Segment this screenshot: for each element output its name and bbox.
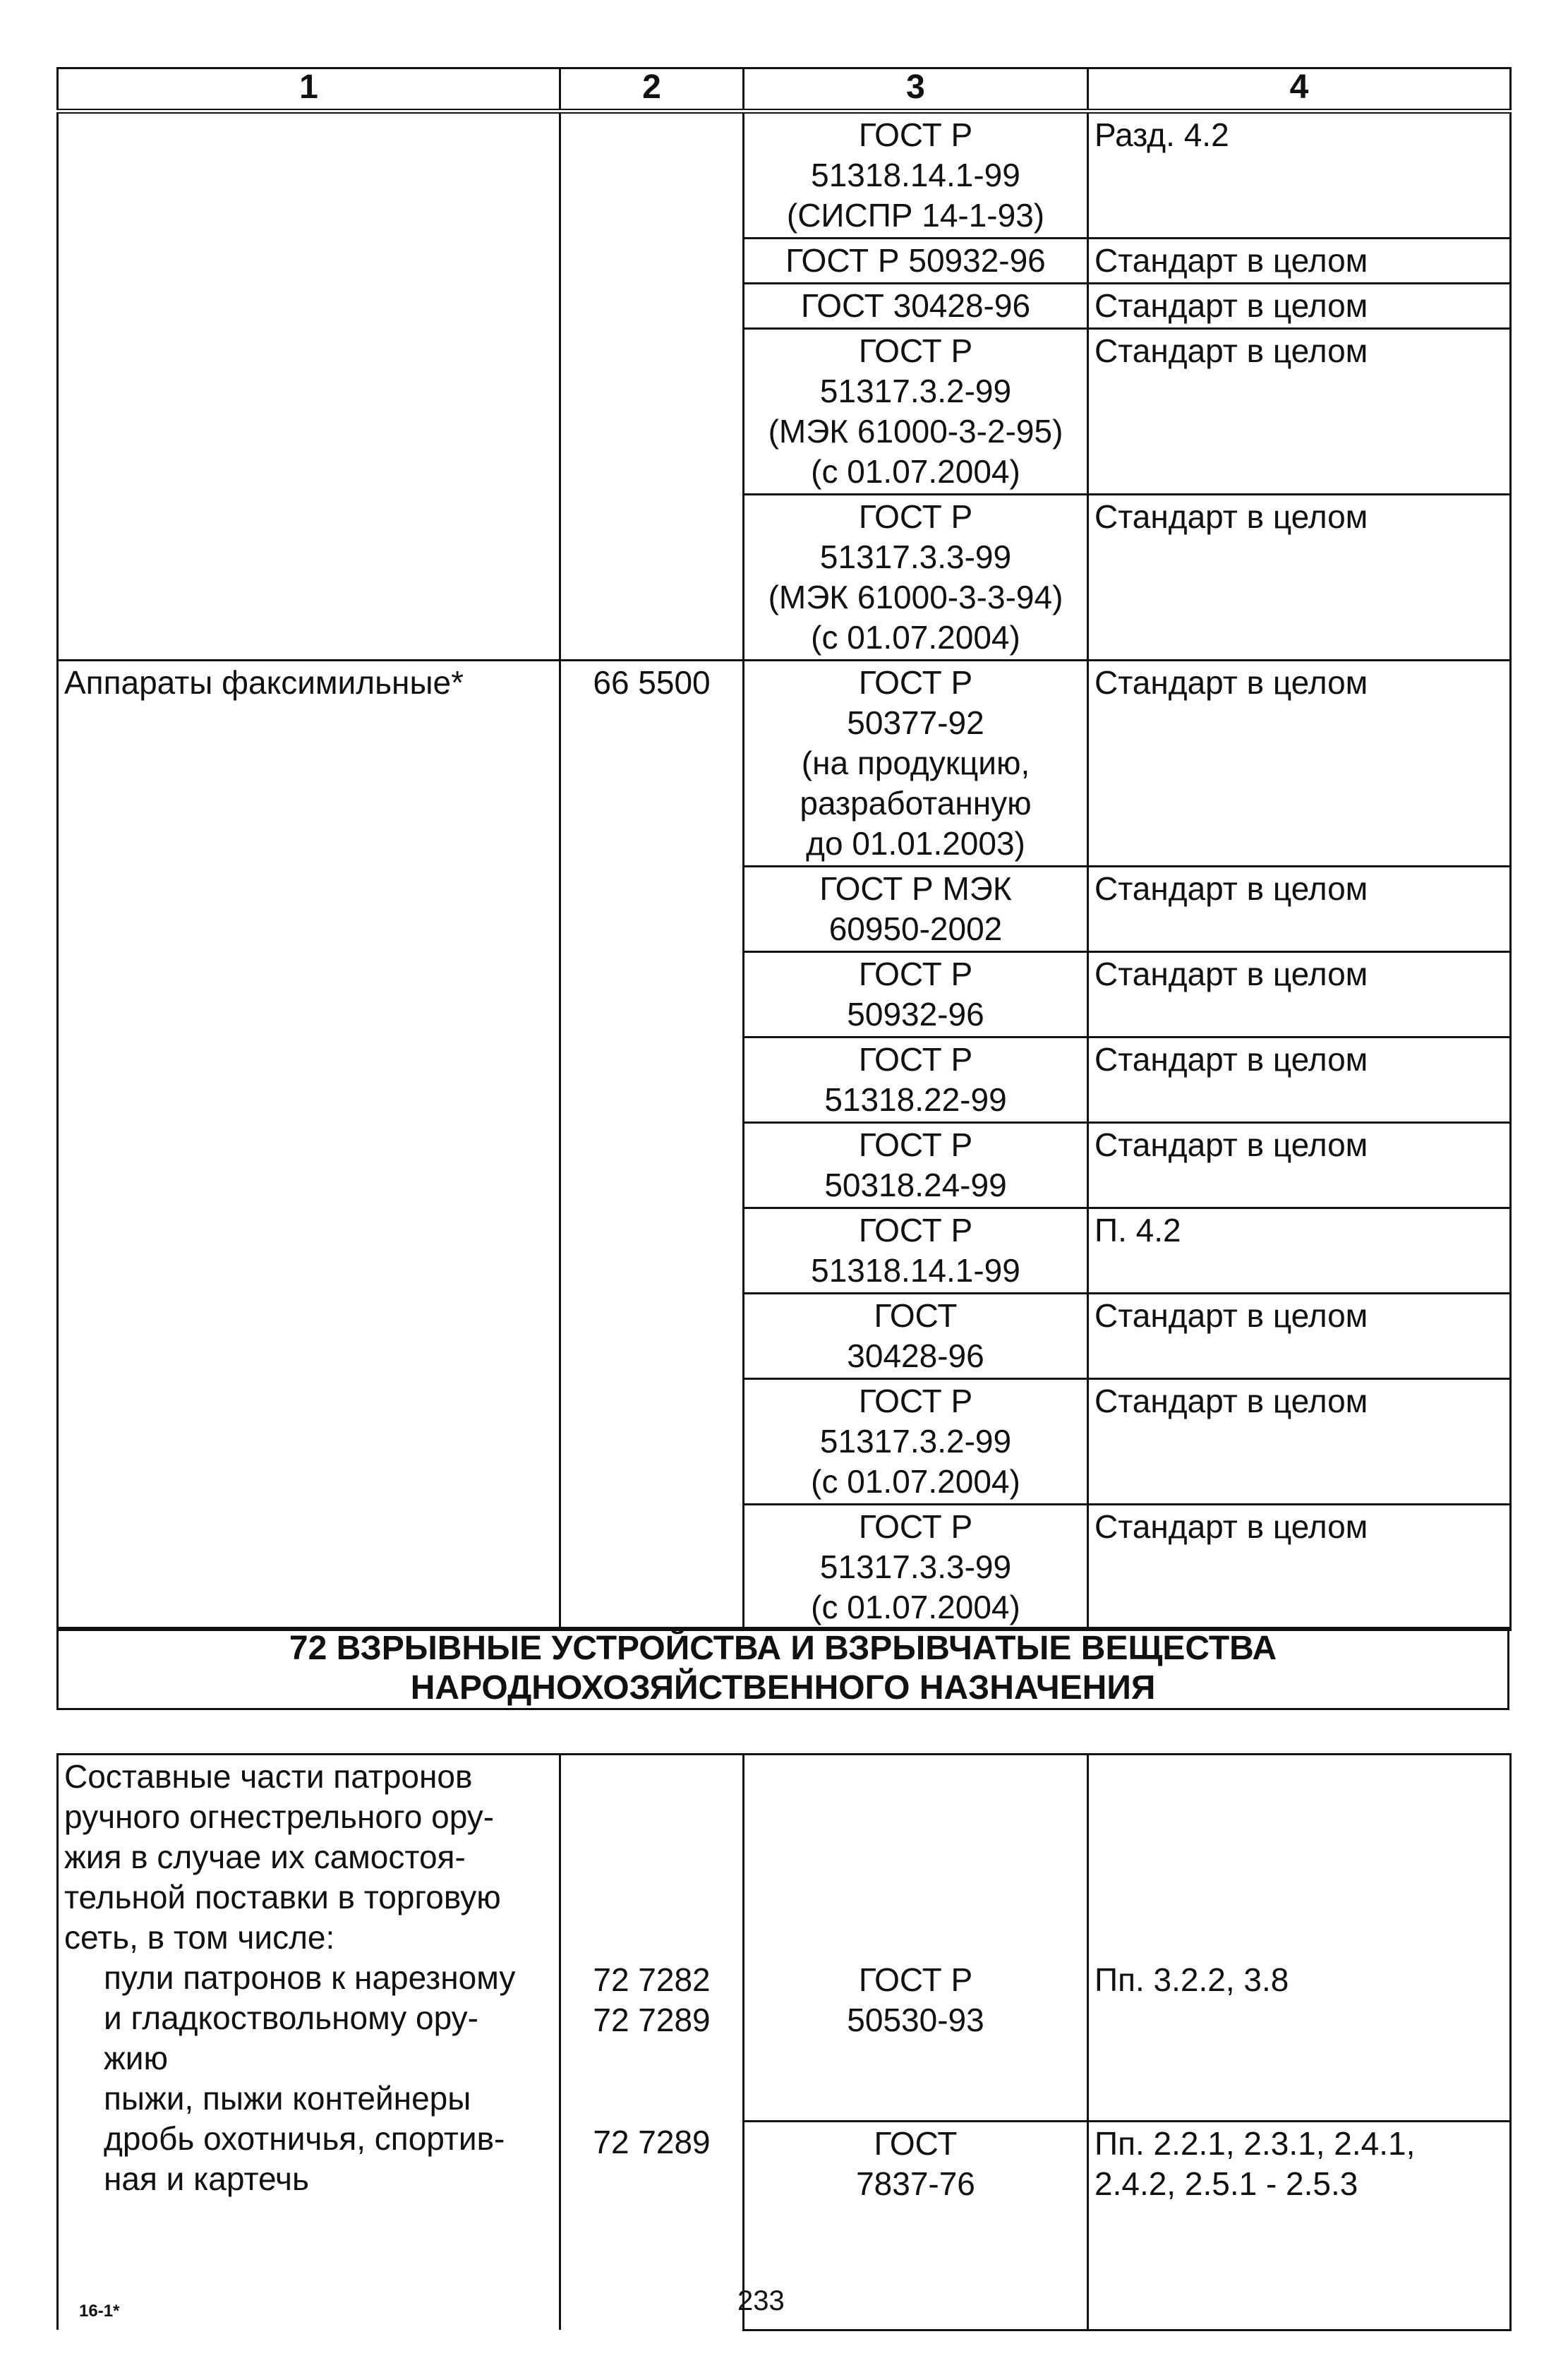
standard-cell: ГОСТ 30428-96 <box>744 284 1088 329</box>
scope-cell: П. 4.2 <box>1088 1208 1511 1294</box>
item2-standard: ГОСТ 7837-76 <box>856 2125 975 2202</box>
scope-cell: Стандарт в целом <box>1088 239 1511 284</box>
standard-cell: ГОСТ Р 51318.22-99 <box>744 1037 1088 1123</box>
item2-code: 72 7289 <box>593 2124 711 2160</box>
standard-cell: ГОСТ Р 50318.24-99 <box>744 1123 1088 1208</box>
scope-cell: Стандарт в целом <box>1088 1037 1511 1123</box>
scope-cell: Стандарт в целом <box>1088 284 1511 329</box>
scope-cell: Стандарт в целом <box>1088 661 1511 867</box>
page-number: 233 <box>737 2285 785 2316</box>
item1-standard: ГОСТ Р 50530-93 <box>744 1755 1087 2122</box>
table-row <box>58 1755 1511 2330</box>
header-col-4: 4 <box>1088 68 1511 112</box>
standard-cell: ГОСТ 30428-96 <box>744 1294 1088 1379</box>
scope-cell: Стандарт в целом <box>1088 1123 1511 1208</box>
scope-cell: Стандарт в целом <box>1088 1294 1511 1379</box>
table-row <box>58 112 1511 239</box>
product-cell <box>58 1755 560 2330</box>
table-header-row <box>58 68 1511 112</box>
item1-product: пули патронов к нарезному и гладкоствольному ору- жию пыжи, пыжи контейнеры <box>104 1959 516 2117</box>
scope-cell: Стандарт в целом <box>1088 495 1511 661</box>
explosives-table <box>56 1753 1512 2331</box>
code-cell-empty <box>560 112 744 661</box>
header-col-2: 2 <box>560 68 744 112</box>
item1-scope: Пп. 3.2.2, 3.8 <box>1089 1755 1509 2122</box>
code-cell: 66 5500 <box>560 661 744 1630</box>
scope-cell: Стандарт в целом <box>1088 329 1511 495</box>
product-cell-empty <box>58 112 560 661</box>
table-row <box>58 661 1511 867</box>
standard-cell: ГОСТ Р 51317.3.3-99 (МЭК 61000-3-3-94) (с 01.07.2004) <box>744 495 1088 661</box>
item2-scope: Пп. 2.2.1, 2.3.1, 2.4.1, 2.4.2, 2.5.1 - 2.5.3 <box>1094 2125 1416 2202</box>
standard-cell: ГОСТ Р 51317.3.2-99 (с 01.07.2004) <box>744 1379 1088 1505</box>
standard-cell: ГОСТ Р МЭК 60950-2002 <box>744 867 1088 952</box>
header-col-3: 3 <box>744 68 1088 112</box>
standards-table <box>56 67 1512 1631</box>
scope-cell: Стандарт в целом <box>1088 867 1511 952</box>
scope-cell: Разд. 4.2 <box>1088 112 1511 239</box>
standard-cell: ГОСТ Р 51317.3.2-99 (МЭК 61000-3-2-95) (с 01.07.2004) <box>744 329 1088 495</box>
section-heading: 72 ВЗРЫВНЫЕ УСТРОЙСТВА И ВЗРЫВЧАТЫЕ ВЕЩЕСТВА НАРОДНОХОЗЯЙСТВЕННОГО НАЗНАЧЕНИЯ <box>56 1627 1509 1710</box>
footer-signature-mark: 16-1* <box>79 2302 120 2321</box>
standard-cell: ГОСТ Р 51317.3.3-99 (с 01.07.2004) <box>744 1505 1088 1630</box>
standard-cell: ГОСТ Р 50377-92 (на продукцию, разработанную до 01.01.2003) <box>744 661 1088 867</box>
standard-column <box>744 1755 1088 2330</box>
standard-cell: ГОСТ Р 51318.14.1-99 (СИСПР 14-1-93) <box>744 112 1088 239</box>
scope-cell: Стандарт в целом <box>1088 952 1511 1037</box>
product-cell: Аппараты факсимильные* <box>58 661 560 1630</box>
item2-product: дробь охотничья, спортив- ная и картечь <box>104 2120 505 2197</box>
header-col-1: 1 <box>58 68 560 112</box>
scope-cell: Стандарт в целом <box>1088 1505 1511 1630</box>
intro-text: Составные части патронов ручного огнестрельного ору- жия в случае их самостоя- тельной поставки в торговую сеть, в том числе: <box>64 1758 501 1956</box>
scope-column <box>1088 1755 1511 2330</box>
item1-code: 72 7282 72 7289 <box>593 1961 711 2038</box>
standard-cell: ГОСТ Р 50932-96 <box>744 239 1088 284</box>
standard-cell: ГОСТ Р 50932-96 <box>744 952 1088 1037</box>
standard-cell: ГОСТ Р 51318.14.1-99 <box>744 1208 1088 1294</box>
code-cell <box>560 1755 744 2330</box>
scope-cell: Стандарт в целом <box>1088 1379 1511 1505</box>
